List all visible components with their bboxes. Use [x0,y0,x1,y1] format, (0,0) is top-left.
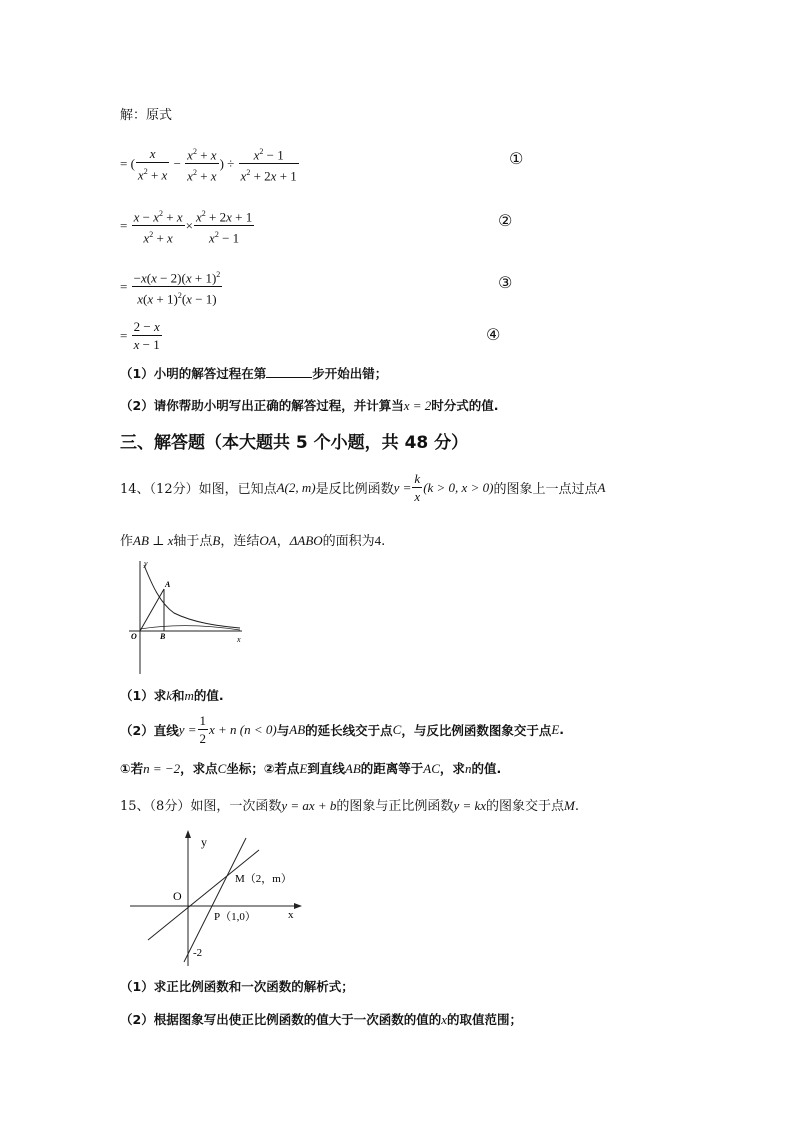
q15-text: （2）根据图象写出使正比例函数的值大于一次函数的值的 [120,1012,442,1027]
fraction: $\frac{x^2 + 2x + 1}{x^2 - 1}$ [194,205,254,247]
q14-text: 轴于点 [173,534,213,549]
solution-step-1: = ( $\frac{x}{x^2 + x}$ − $\frac{x^2 + x}{x^2 + x}$ ) ÷ $\frac{x^2 - 1}{x^2 + 2x + 1}$ [120,143,300,185]
q14-math: n = −2 [143,761,181,776]
q14-text: ， [276,534,290,549]
q14-math: OA [259,533,277,548]
solution-label: 解：原式 [120,108,173,123]
fig-label-neg2: -2 [193,947,203,959]
q14-condition: (k > 0, x > 0) [423,479,494,495]
solution-step-2: = $\frac{x - x^2 + x}{x^2 + x}$ × $\frac{x^2 + 2x + 1}{x^2 - 1}$ [120,205,255,247]
q15-sub2 [120,1010,522,1028]
q14-text: 的延长线交于点 [305,722,393,738]
q14-math: AB [344,761,361,776]
q14-text: . [381,534,386,549]
x-axis-arrow [294,903,302,909]
q14-math: n [464,761,472,776]
q14-number: 14、（12分）如图，已知点 [120,482,277,497]
fig-label-o: O [173,889,182,903]
q14-func-num: k [414,471,421,486]
q14-text: （1）求 [120,688,167,703]
fig-label-x: x [237,635,241,644]
fig-label-o: O [131,632,137,641]
fig-label-b: B [160,632,166,641]
section-heading: 三、解答题（本大题共 5 个小题，共 48 分） [120,433,469,453]
q14-text: 的距离等于 [360,761,424,776]
step-marker-1: ① [509,149,524,168]
fraction: $\frac{-x(x - 2)(x + 1)^2}{x(x + 1)^2(x - 1)}$ [132,266,223,308]
answer-blank [266,365,312,378]
q14-text: 到直线 [307,761,345,776]
q13-sub1 [120,364,387,382]
q15-math: M [564,798,575,813]
q13-sub2-math: x = 2 [403,398,432,413]
q15-figure [126,830,316,970]
segment-oa [140,589,164,631]
q13-sub2-prefix: （2）请你帮助小明写出正确的解答过程，并计算当 [120,398,404,413]
q13-sub1-prefix: （1）小明的解答过程在第 [120,366,267,381]
q14-math: y = [178,721,197,737]
q14-text: ，连结 [220,534,260,549]
fraction: $\frac{2 - x}{x - 1}$ [133,319,160,352]
q15-sub1: （1）求正比例函数和一次函数的解析式； [120,979,354,994]
q14-frac-num: 1 [199,713,206,728]
q14-func-den: x [414,489,421,504]
proportional-line [148,850,259,940]
q14-text: 和 [171,688,185,703]
fig-label-x: x [288,909,294,921]
hyperbola-curve [144,565,240,628]
q14-math: C [392,721,402,737]
y-axis-arrow [185,830,191,838]
q14-frac-den: 2 [199,731,206,746]
q14-func-lhs: y = [393,479,412,495]
q15-line1 [120,795,579,814]
q14-math: m [184,688,194,703]
q14-math: C [217,761,227,776]
q14-text: 的值. [471,761,502,776]
q14-sub1 [120,686,224,704]
fig-label-y: y [144,559,148,568]
step-marker-2: ② [498,211,513,230]
fraction [198,712,209,747]
q14-text: ，与反比例函数图象交于点 [401,722,552,738]
q15-text: 15、（8分）如图，一次函数 [120,799,282,814]
q14-math: AB [289,721,306,737]
q14-text: 与 [276,722,290,738]
linear-line [184,838,246,962]
q14-math: x + n (n < 0) [209,721,277,737]
q14-sub3 [120,759,501,777]
q14-text: ，求点 [180,761,218,776]
q14-text: （2）直线 [120,722,179,738]
q15-text: 的取值范围； [446,1012,522,1027]
q14-point: A(2, m) [276,479,316,495]
q14-text: . [559,722,565,737]
q14-math: AB ⊥ x [133,533,174,548]
fraction: $\frac{x - x^2 + x}{x^2 + x}$ [132,205,185,247]
q13-sub1-suffix: 步开始出错； [312,366,388,381]
q15-text: 的图象交于点 [486,799,565,814]
q14-line2 [120,530,385,549]
q14-text: 的值. [193,688,224,703]
fig-label-m: M（2，m） [235,873,292,885]
q14-math: k [166,688,172,703]
q14-sub2 [120,712,564,747]
q14-math: 4 [374,533,382,548]
q14-line1 [120,470,605,505]
fraction [412,470,422,505]
fig-label-y: y [201,835,207,849]
q14-text: 坐标；②若点 [226,761,300,776]
q14-math: ΔABO [289,533,323,548]
q13-sub2 [120,396,499,414]
q14-point-a: A [597,479,606,495]
fraction: $\frac{x^2 + x}{x^2 + x}$ [185,143,218,185]
solution-step-3: = $\frac{-x(x - 2)(x + 1)^2}{x(x + 1)^2(x - 1)}$ [120,266,223,308]
q14-math: E [299,761,308,776]
q14-text: 的图象上一点过点 [493,482,598,497]
q15-text: . [574,799,580,814]
solution-step-4: = $\frac{2 - x}{x - 1}$ [120,319,160,352]
q15-text: 的图象与正比例函数 [336,799,454,814]
q14-text: 的面积为 [322,534,375,549]
fig-label-p: P（1,0） [214,911,256,923]
q14-text: ，求 [439,761,465,776]
fraction: $\frac{x}{x^2 + x}$ [137,145,168,182]
q15-math: y = ax + b [281,798,337,813]
step-marker-3: ③ [498,273,513,292]
q14-math: B [212,533,221,548]
fraction: $\frac{x^2 - 1}{x^2 + 2x + 1}$ [239,143,299,185]
q14-figure [124,557,248,677]
q14-text: ①若 [120,761,144,776]
step-marker-4: ④ [486,325,501,344]
q14-text: 作 [120,534,134,549]
fig-label-a: A [165,580,171,589]
q13-sub2-suffix: 时分式的值. [431,398,499,413]
q15-math: y = kx [453,798,487,813]
q14-math: E [551,721,560,737]
q14-text: 是反比例函数 [315,482,394,497]
q14-math: AC [423,761,440,776]
q15-math: x [441,1012,447,1027]
